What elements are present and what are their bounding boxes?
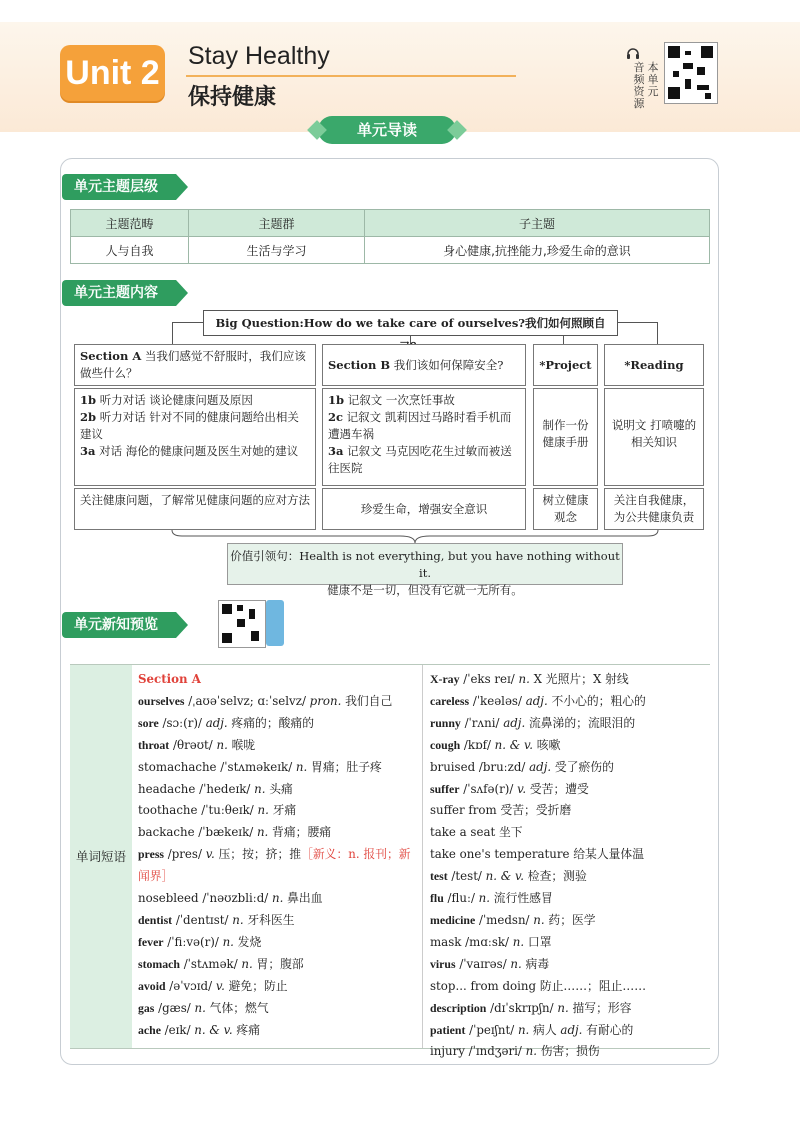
vocab-meaning: 不小心的；粗心的 [547, 693, 646, 708]
unit-title-cn: 保持健康 [188, 85, 277, 110]
table-cell: 身心健康,抗挫能力,珍爱生命的意识 [365, 237, 710, 264]
vocab-word: gas [138, 1000, 155, 1015]
vocab-meaning: 发烧 [233, 934, 262, 949]
vocab-meaning: 病毒 [521, 956, 550, 971]
vocab-word: virus [430, 956, 456, 971]
section-tag-levels: 单元主题层级 [62, 174, 176, 200]
vocab-meaning: 伤害；损伤 [536, 1044, 600, 1059]
vocab-word: mask [430, 934, 462, 949]
vocab-meaning: 有耐心的 [582, 1022, 634, 1037]
vocab-meaning: 病人 [529, 1022, 561, 1037]
vocab-word: headache [138, 781, 196, 796]
vocab-entry [430, 844, 708, 866]
table-header: 子主题 [365, 210, 710, 237]
vocab-entry [138, 822, 414, 844]
vocab-audio-icon[interactable] [266, 600, 284, 646]
vocab-pos: n. [512, 934, 525, 949]
vocab-entry [430, 713, 708, 735]
vocab-meaning: 描写；形容 [568, 1000, 632, 1015]
vocab-meaning: 流鼻涕的；流眼泪的 [525, 715, 636, 730]
vocab-pos: v. [215, 978, 225, 993]
vocab-phonetic: /pres/ [164, 847, 206, 862]
vocab-phonetic: /test/ [447, 869, 486, 884]
audio-label: 音 本频 单资 元源 [633, 61, 659, 110]
vocab-entry [430, 1041, 708, 1063]
table-cell: 生活与学习 [189, 237, 365, 264]
vocab-word: cough [430, 737, 461, 752]
vocab-phonetic: /əˈvɔɪd/ [165, 978, 216, 993]
vocab-meaning: 口罩 [524, 934, 552, 949]
vocab-phonetic: /ˈhedeɪk/ [195, 781, 255, 796]
vocab-word: stop... from doing [430, 978, 537, 993]
vocab-meaning: 受苦；遭受 [526, 781, 589, 796]
vocab-meaning: 疼痛的；酸痛的 [227, 715, 315, 730]
table-header: 主题群 [189, 210, 365, 237]
vocab-meaning: 鼻出血 [283, 891, 323, 906]
vocab-word: avoid [138, 978, 166, 993]
vocab-phonetic: /mɑːsk/ [461, 934, 513, 949]
vocab-phonetic: /ˈrʌni/ [460, 715, 504, 730]
section-b-tasks: 1b 记叙文 一次烹饪事故 2c 记叙文 凯莉因过马路时看手机而遭遇车祸 3a 记叙文 马克因吃花生过敏而被送往医院 [322, 388, 526, 486]
vocab-phonetic: /ˈpeɪʃnt/ [465, 1022, 518, 1037]
vocab-pos: n. [272, 891, 284, 906]
vocab-word: stomachache [138, 759, 217, 774]
vocab-meaning: 检查；测验 [524, 869, 587, 884]
vocab-entry [430, 691, 708, 713]
vocab-column-right [430, 669, 708, 1063]
vocab-entry [138, 713, 414, 735]
vocab-entry [430, 910, 708, 932]
reading-plus-value: 关注自我健康，为公共健康负责 [604, 488, 704, 530]
vocab-pos: n. [216, 737, 228, 752]
vocab-word: patient [430, 1022, 466, 1037]
connector [616, 322, 658, 323]
vocab-meaning: 坐下 [495, 825, 523, 840]
vocab-entry [138, 800, 414, 822]
vocab-word: runny [430, 715, 461, 730]
vocab-entry [138, 779, 414, 801]
section-a-tasks: 1b 听力对话 谈论健康问题及原因 2b 听力对话 针对不同的健康问题给出相关建议 3a 对话 海伦的健康问题及医生对她的建议 [74, 388, 316, 486]
vocab-meaning: 防止……；阻止…… [536, 978, 647, 993]
project-heading: *Project [533, 344, 598, 386]
vocab-entry [430, 998, 708, 1020]
connector [172, 322, 173, 344]
vocab-entry [138, 976, 414, 998]
vocab-meaning: 喉咙 [227, 737, 256, 752]
vocab-phonetic: /sɔː(r)/ [158, 715, 206, 730]
vocab-entry [138, 888, 414, 910]
vocab-phonetic: /ˈstʌməkeɪk/ [216, 759, 296, 774]
vocab-pos: v. [205, 847, 215, 862]
vocab-pos: n. [194, 1000, 206, 1015]
reading-plus-task: 说明文 打喷嚏的相关知识 [604, 388, 704, 486]
vocab-preview [70, 664, 710, 1059]
vocab-phonetic: /ˈtuːθeɪk/ [197, 803, 258, 818]
vocab-word: description [430, 1000, 487, 1015]
section-a-value: 关注健康问题，了解常见健康问题的应对方法 [74, 488, 316, 530]
table-header: 主题范畴 [71, 210, 189, 237]
vocab-entry [430, 800, 708, 822]
vocab-pos: n. [525, 1044, 537, 1059]
vocab-phonetic: /ˈdentɪst/ [172, 912, 233, 927]
vocab-pos: n. [533, 912, 545, 927]
vocab-pos: n. [254, 781, 266, 796]
vocab-meaning: 受了瘀伤的 [551, 759, 614, 774]
vocab-pos: n. [295, 759, 308, 774]
vocab-phonetic: /ˈeks reɪ/ [459, 672, 519, 686]
vocab-phonetic: /θrəʊt/ [169, 737, 217, 752]
vocab-word: ourselves [138, 693, 185, 708]
vocab-entry [430, 779, 708, 801]
qr-code-icon[interactable] [664, 42, 718, 104]
vocab-meaning: 给某人量体温 [569, 847, 645, 862]
vocab-meaning: 避免；防止 [224, 978, 288, 993]
vocab-meaning: 药；医学 [544, 912, 596, 927]
vocab-word: dentist [138, 912, 173, 927]
connector [172, 322, 203, 323]
vocab-section-heading: Section A [138, 672, 201, 686]
vocab-pos: n. [478, 891, 491, 906]
vocab-entry [138, 1020, 414, 1042]
vocab-column-left [138, 669, 414, 1041]
vocab-pos: adj. [560, 1022, 583, 1037]
vocab-word: careless [430, 693, 470, 708]
reading-plus-heading: *Reading [604, 344, 704, 386]
vocab-pos: n. [518, 672, 530, 686]
vocab-phonetic: /bruːzd/ [475, 759, 530, 774]
vocab-pos: n. [232, 912, 244, 927]
audio-resource[interactable] [626, 42, 716, 110]
vocab-meaning: 牙科医生 [243, 912, 295, 927]
vocab-entry [138, 757, 414, 779]
vocab-word: stomach [138, 956, 180, 971]
vocab-word: toothache [138, 803, 198, 818]
vocab-phonetic: /dɪˈskrɪpʃn/ [486, 1000, 558, 1015]
vocab-word: nosebleed [138, 891, 199, 906]
vocab-pos: v. [517, 781, 527, 796]
value-guide: 价值引领句：Health is not everything, but you have nothing without it. 健康不是一切，但没有它就一无所有。 [227, 543, 623, 585]
vocab-entry [430, 866, 708, 888]
vocab-meaning: 流行性感冒 [490, 891, 553, 906]
vocab-pos: n. [222, 934, 234, 949]
vocab-phonetic: /ˈsʌfə(r)/ [459, 781, 518, 796]
vocab-entry [138, 932, 414, 954]
vocab-pos: n. & v. [485, 869, 525, 884]
project-task: 制作一份健康手册 [533, 388, 598, 486]
connector [563, 335, 564, 344]
vocab-word: test [430, 869, 448, 884]
vocab-word: ache [138, 1022, 161, 1037]
vocab-phonetic: /ˈmedsn/ [475, 912, 534, 927]
connector [657, 322, 658, 344]
vocab-phonetic: /ˌaʊəˈselvz; ɑːˈselvz/ [184, 693, 310, 708]
vocab-pos: n. [557, 1000, 569, 1015]
vocab-phonetic: /ˈvaɪrəs/ [455, 956, 511, 971]
vocab-word: flu [430, 891, 444, 906]
theme-level-table [70, 209, 710, 264]
vocab-label: 单词短语 [70, 665, 132, 1048]
vocab-meaning: 我们自己 [341, 693, 393, 708]
vocab-meaning: 气体；燃气 [205, 1000, 269, 1015]
vocab-phonetic: /ˈkeələs/ [469, 693, 526, 708]
vocab-meaning: 胃痛；肚子疼 [307, 759, 382, 774]
vocab-word: suffer [430, 781, 460, 796]
vocab-entry [138, 910, 414, 932]
section-b-value: 珍爱生命，增强安全意识 [322, 488, 526, 530]
vocab-entry [430, 757, 708, 779]
unit-guide-banner: 单元导读 [318, 116, 456, 144]
vocab-word: take a seat [430, 825, 496, 840]
vocab-entry [430, 932, 708, 954]
title-divider [186, 75, 516, 77]
vocab-pos: n. [510, 956, 522, 971]
vocab-phonetic: /eɪk/ [160, 1022, 195, 1037]
vocab-pos: adj. [503, 715, 526, 730]
vocab-entry [138, 844, 414, 888]
vocab-meaning: 牙痛 [268, 803, 297, 818]
vocab-new-meaning: ［新义：n. 报刊；新闻界］ [138, 847, 411, 884]
vocab-word: fever [138, 934, 164, 949]
vocab-pos: adj. [525, 693, 548, 708]
vocab-entry [430, 669, 708, 691]
vocab-word: bruised [430, 759, 476, 774]
vocab-meaning: 胃；腹部 [252, 956, 304, 971]
vocab-pos: adj. [205, 715, 228, 730]
vocab-word: X-ray [430, 672, 460, 686]
column-divider [422, 665, 423, 1048]
vocab-entry [430, 822, 708, 844]
vocab-entry [138, 735, 414, 757]
vocab-pos: n. [256, 825, 269, 840]
vocab-pos: n. [517, 1022, 530, 1037]
big-question: Big Question:How do we take care of ourselves?我们如何照顾自 [203, 310, 618, 336]
table-cell: 人与自我 [71, 237, 189, 264]
vocab-entry [430, 735, 708, 757]
section-tag-content: 单元主题内容 [62, 280, 176, 306]
vocab-pos: n. [257, 803, 269, 818]
vocab-phonetic: /gæs/ [154, 1000, 195, 1015]
vocab-phonetic: /ˈɪndʒəri/ [464, 1044, 526, 1059]
project-value: 树立健康观念 [533, 488, 598, 530]
vocab-pos: pron. [309, 693, 342, 708]
vocab-entry [430, 976, 708, 998]
vocab-pos: n. [241, 956, 253, 971]
vocab-entry [138, 691, 414, 713]
unit-badge: Unit 2 [60, 45, 165, 101]
unit-title-en: Stay Healthy [188, 42, 330, 70]
vocab-word: sore [138, 715, 159, 730]
vocab-meaning: 背痛；腰痛 [268, 825, 332, 840]
section-a-heading: Section A 当我们感觉不舒服时，我们应该做些什么？ [74, 344, 316, 386]
section-tag-vocab: 单元新知预览 [62, 612, 176, 638]
vocab-meaning: 疼痛 [232, 1022, 261, 1037]
vocab-pos: n. & v. [194, 1022, 233, 1037]
vocab-meaning: X 光照片；X 射线 [529, 672, 629, 686]
vocab-meaning: 咳嗽 [533, 737, 561, 752]
vocab-word: backache [138, 825, 195, 840]
vocab-pos: adj. [529, 759, 552, 774]
vocab-meaning: 头痛 [265, 781, 293, 796]
brace-connector [170, 530, 660, 544]
vocab-phonetic: /ˈfiːvə(r)/ [163, 934, 223, 949]
vocab-entry [430, 954, 708, 976]
vocab-pos: n. & v. [494, 737, 534, 752]
vocab-phonetic: /ˈbækeɪk/ [194, 825, 257, 840]
vocab-phonetic: /kɒf/ [460, 737, 495, 752]
vocab-entry [430, 1020, 708, 1042]
vocab-phonetic: /fluː/ [443, 891, 479, 906]
vocab-qr-code-icon[interactable] [218, 600, 266, 648]
vocab-word: throat [138, 737, 170, 752]
section-b-heading: Section B 我们该如何保障安全? [322, 344, 526, 386]
vocab-phonetic: /ˈnəʊzbliːd/ [198, 891, 273, 906]
vocab-word: press [138, 847, 165, 862]
vocab-word: take one's temperature [430, 847, 570, 862]
vocab-entry [138, 954, 414, 976]
vocab-word: injury [430, 1044, 465, 1059]
vocab-word: suffer from [430, 803, 497, 818]
vocab-word: medicine [430, 912, 476, 927]
vocab-entry [430, 888, 708, 910]
vocab-meaning: 压；按；挤；推 [214, 847, 302, 862]
vocab-phonetic: /ˈstʌmək/ [179, 956, 242, 971]
vocab-entry [138, 998, 414, 1020]
vocab-meaning: 受苦；受折磨 [496, 803, 572, 818]
headphone-icon [626, 46, 640, 60]
